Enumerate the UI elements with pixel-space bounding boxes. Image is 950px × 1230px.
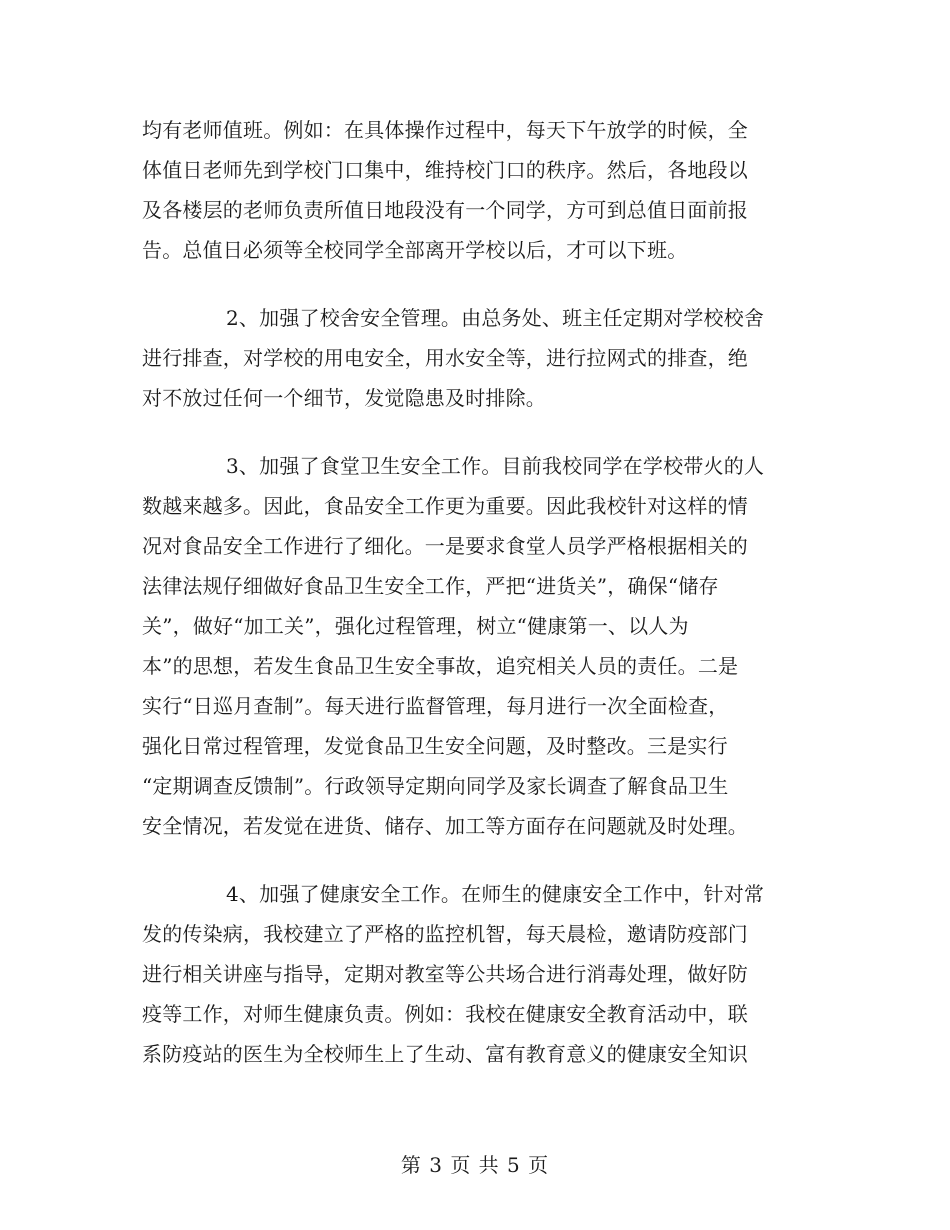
paragraph-gap — [142, 418, 802, 446]
paragraph-gap — [142, 846, 802, 874]
text-line: 法律法规仔细做好食品卫生安全工作，严把“进货关”，确保“储存 — [142, 574, 719, 598]
text-line: 安全情况，若发觉在进货、储存、加工等方面存在问题就及时处理。 — [142, 814, 748, 838]
paragraph-3 — [142, 446, 802, 846]
text-line: 告。总值日必须等全校同学全部离开学校以后，才可以下班。 — [142, 238, 688, 262]
text-line: 况对食品安全工作进行了细化。一是要求食堂人员学严格根据相关的 — [142, 534, 748, 558]
text-line: 进行相关讲座与指导，定期对教室等公共场合进行消毒处理，做好防 — [142, 962, 748, 986]
text-line: 实行“日巡月查制”。每天进行监督管理，每月进行一次全面检查， — [142, 694, 729, 718]
text-line: 4、加强了健康安全工作。在师生的健康安全工作中，针对常 — [226, 882, 765, 906]
text-line: 进行排查，对学校的用电安全，用水安全等，进行拉网式的排查，绝 — [142, 346, 748, 370]
text-line: 及各楼层的老师负责所值日地段没有一个同学，方可到总值日面前报 — [142, 198, 748, 222]
text-line: 体值日老师先到学校门口集中，维持校门口的秩序。然后，各地段以 — [142, 158, 748, 182]
text-line: 发的传染病，我校建立了严格的监控机智，每天晨检，邀请防疫部门 — [142, 922, 748, 946]
paragraph-4 — [142, 874, 802, 1074]
paragraph-gap — [142, 270, 802, 298]
text-line: 系防疫站的医生为全校师生上了生动、富有教育意义的健康安全知识 — [142, 1042, 748, 1066]
page-number-footer: 第 3 页 共 5 页 — [400, 1153, 550, 1177]
text-line: 疫等工作，对师生健康负责。例如：我校在健康安全教育活动中，联 — [142, 1002, 748, 1026]
text-line: 强化日常过程管理，发觉食品卫生安全问题，及时整改。三是实行 — [142, 734, 728, 758]
body-text — [142, 110, 802, 1074]
text-line: 本”的思想，若发生食品卫生安全事故，追究相关人员的责任。二是 — [142, 654, 739, 678]
text-line: “定期调查反馈制”。行政领导定期向同学及家长调查了解食品卫生 — [142, 774, 729, 798]
text-line: 关”，做好“加工关”，强化过程管理，树立“健康第一、以人为 — [142, 614, 689, 638]
paragraph-2 — [142, 298, 802, 418]
paragraph-1 — [142, 110, 802, 270]
text-line: 2、加强了校舍安全管理。由总务处、班主任定期对学校校舍 — [226, 306, 765, 330]
text-line: 对不放过任何一个细节，发觉隐患及时排除。 — [142, 386, 546, 410]
text-line: 均有老师值班。例如：在具体操作过程中，每天下午放学的时候，全 — [142, 118, 748, 142]
text-line: 3、加强了食堂卫生安全工作。目前我校同学在学校带火的人 — [226, 454, 765, 478]
text-line: 数越来越多。因此，食品安全工作更为重要。因此我校针对这样的情 — [142, 494, 748, 518]
